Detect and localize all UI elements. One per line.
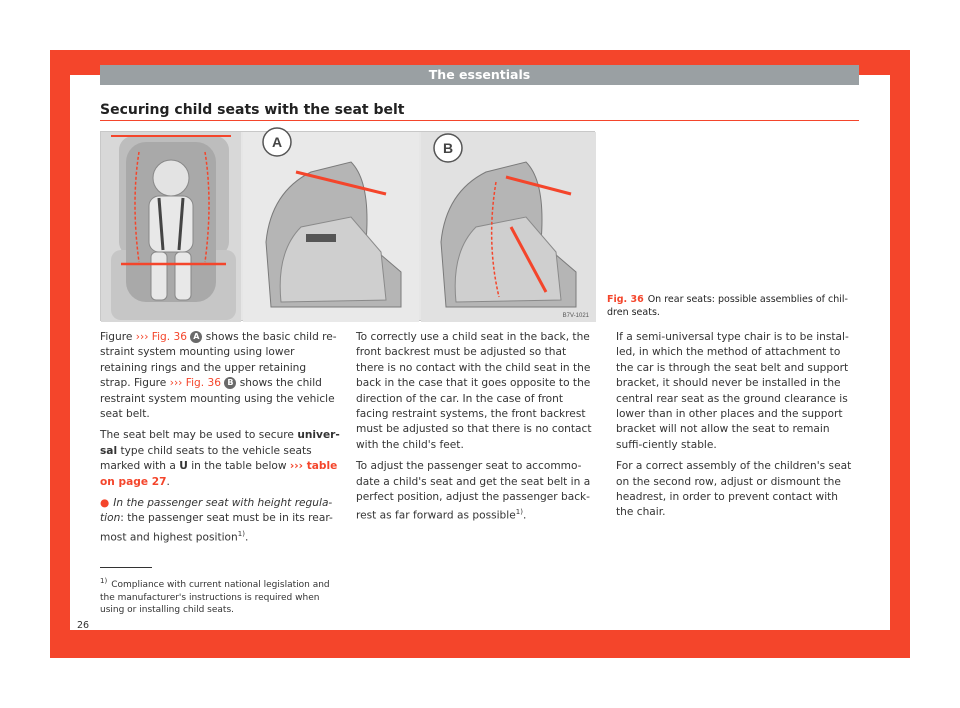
manual-page bbox=[70, 67, 890, 631]
bullet-icon: ● bbox=[100, 497, 110, 510]
text-column-2 bbox=[356, 330, 596, 530]
col1-paragraph-1 bbox=[100, 330, 340, 422]
col1-p2-bold: univer-sal bbox=[100, 429, 340, 457]
figure-caption-text: On rear seats: possible assemblies of chil-dren seats. bbox=[607, 294, 848, 318]
col1-paragraph-2 bbox=[100, 428, 340, 490]
badge-b-label: B bbox=[442, 140, 454, 156]
footnote bbox=[100, 575, 345, 617]
child-leg-right bbox=[175, 252, 191, 300]
title-divider bbox=[100, 120, 859, 121]
figure-caption-label: Fig. 36 bbox=[607, 294, 644, 305]
footnote-ref-2: 1) bbox=[515, 508, 523, 517]
col1-p1-text-c: shows the child restraint system mounting using the vehicle seat belt. bbox=[100, 377, 335, 421]
fig-36-link[interactable]: ››› Fig. 36 bbox=[135, 331, 188, 343]
col3-paragraph-1: If a semi-universal type chair is to be instal-led, in which the method of attachment to the car is through the seat belt and support bracket, it should never be installed in the central rear seat as the ground clearance is lower than in other places and the support bracket will not allow the seat to remain suffi-ciently stable. bbox=[616, 331, 849, 451]
badge-a-label: A bbox=[271, 134, 283, 150]
panel-a-buckle bbox=[306, 234, 336, 242]
badge-a-icon: A bbox=[190, 331, 202, 343]
text-column-3 bbox=[616, 330, 856, 527]
badge-b-icon: B bbox=[224, 377, 236, 389]
child-head bbox=[153, 160, 189, 196]
col1-p3-text: : the passenger seat must be in its rear-most and highest position bbox=[100, 512, 333, 544]
table-page-27-link[interactable]: ››› table on page 27 bbox=[100, 460, 338, 488]
section-title: Securing child seats with the seat belt bbox=[100, 102, 405, 118]
footnote-marker: 1) bbox=[100, 577, 108, 585]
col3-paragraph-2: For a correct assembly of the children's seat on the second row, adjust or dismount the headrest, in order to prevent contact with the chair. bbox=[616, 460, 852, 519]
footnote-ref-1: 1) bbox=[237, 529, 245, 538]
col1-p3-italic: In the passenger seat with height regula-tion bbox=[100, 497, 333, 525]
page-number: 26 bbox=[77, 620, 90, 631]
col1-p1-text-b: shows the basic child re-straint system mounting using lower retaining rings and the upper retaining strap. Figure bbox=[100, 331, 337, 390]
figure-36 bbox=[100, 131, 595, 321]
page-frame bbox=[50, 50, 910, 658]
col2-paragraph-2 bbox=[356, 459, 596, 524]
figure-code: B7V-1021 bbox=[562, 313, 589, 319]
col2-p2-end: . bbox=[522, 510, 527, 522]
col1-p2-text-d: . bbox=[166, 475, 170, 488]
text-column-1 bbox=[100, 330, 340, 552]
child-seat-illustration bbox=[101, 132, 596, 322]
figure-caption bbox=[607, 293, 857, 319]
col1-p2-text-b: type child seats to the vehicle seats marked with a bbox=[100, 444, 312, 473]
footnote-text: Compliance with current national legislation and the manufacturer's instructions is required when using or installing child seats. bbox=[100, 580, 330, 615]
col1-p2-text-c: in the table below bbox=[187, 460, 290, 473]
col1-p2-text-a: The seat belt may be used to secure bbox=[100, 429, 298, 442]
col2-paragraph-1: To correctly use a child seat in the back, the front backrest must be adjusted so that there is no contact with the child seat in the back in the case that it goes opposite to the direction of the car. In the case of front facing restraint systems, the front backrest must be adjusted so that there is no contact with the child's feet. bbox=[356, 331, 592, 451]
col2-p2-text: To adjust the passenger seat to accommo-date a child's seat and get the seat belt in a perfect position, adjust the passenger back-rest as far forward as possible bbox=[356, 460, 591, 522]
child-body bbox=[149, 196, 193, 252]
col1-p1-text-a: Figure bbox=[100, 331, 136, 343]
fig-36-link-2[interactable]: ››› Fig. 36 bbox=[169, 377, 221, 390]
col1-p3-end: . bbox=[244, 531, 249, 544]
child-leg-left bbox=[151, 252, 167, 300]
chapter-header: The essentials bbox=[100, 65, 859, 85]
col1-paragraph-3 bbox=[100, 496, 340, 546]
footnote-divider bbox=[100, 567, 152, 568]
col1-p2-u: U bbox=[179, 460, 188, 473]
